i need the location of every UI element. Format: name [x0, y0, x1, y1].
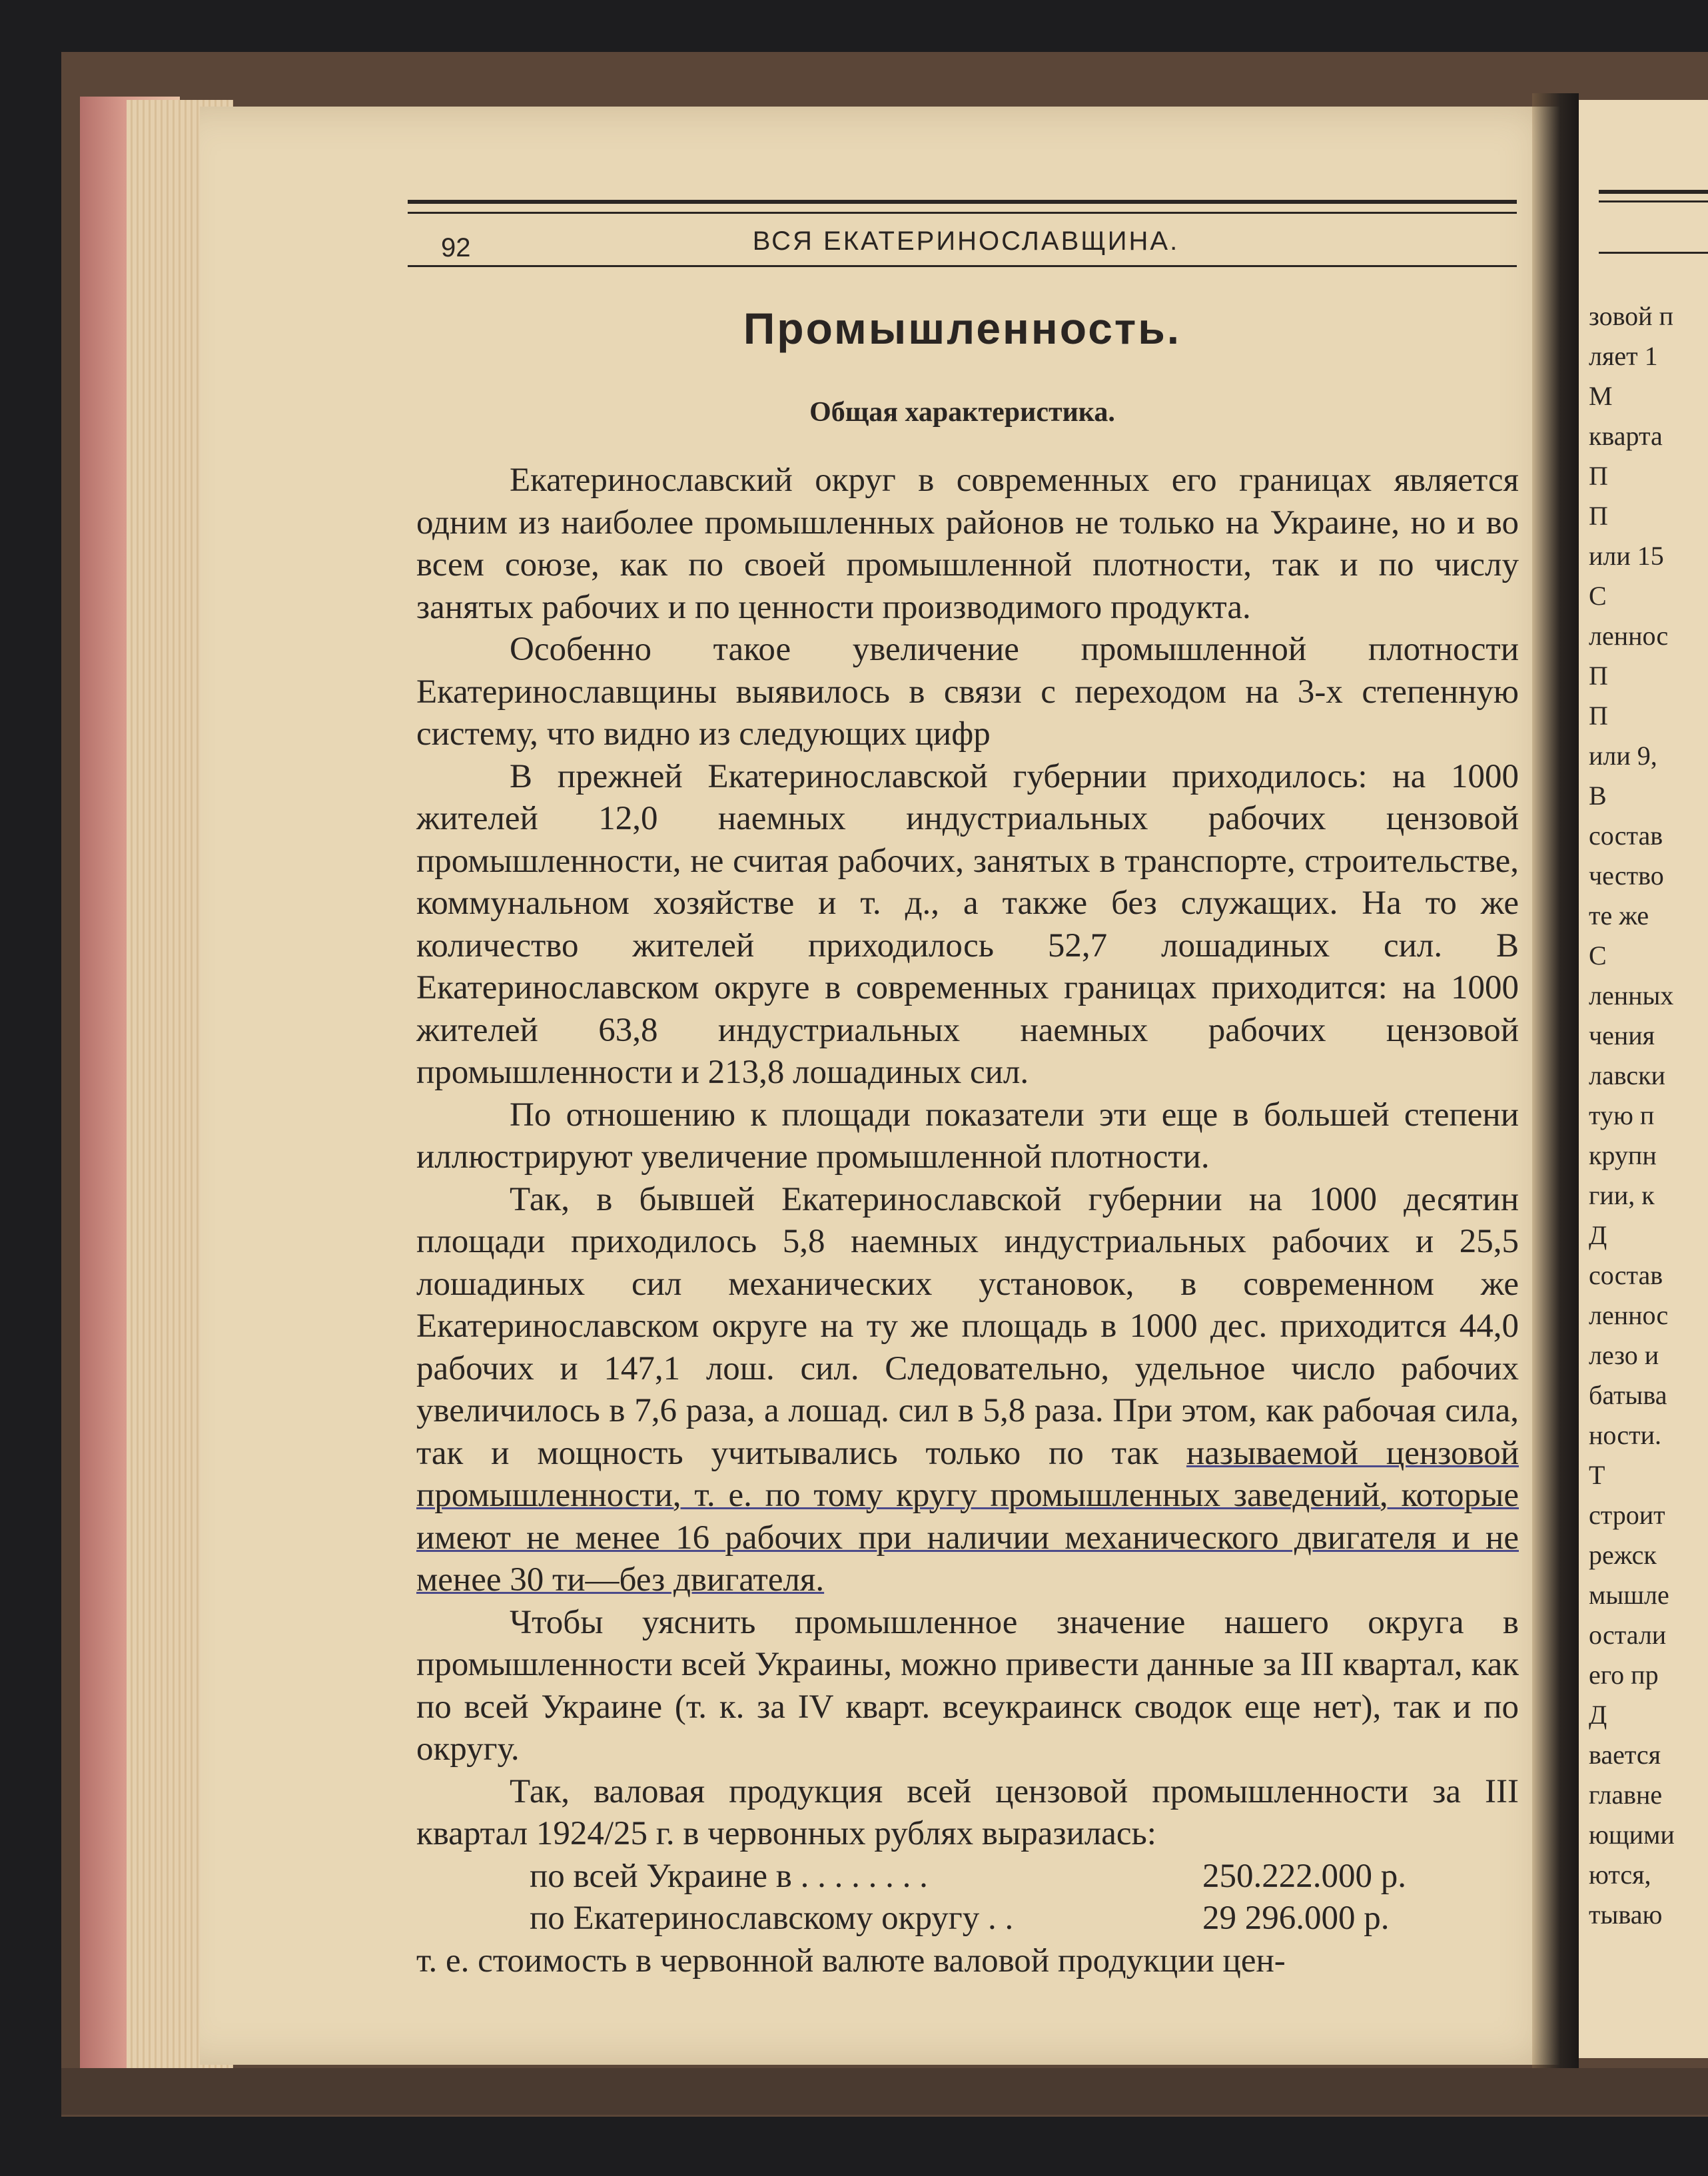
right-line: крупн	[1589, 1140, 1657, 1170]
right-line: тываю	[1589, 1900, 1663, 1930]
book-gutter	[1532, 93, 1579, 2078]
right-line: Т	[1589, 1460, 1605, 1490]
paragraph: Екатеринославский округ в современных его границах является одним из наиболее промышленных районов не только на Украине, но и во всем союзе, как по своей промышленной плотности, так и по числу занятых рабочих и по ценности производимого продукта.	[416, 462, 1519, 626]
figure-row	[416, 1898, 1519, 1940]
right-line: режск	[1589, 1540, 1657, 1570]
paragraph-with-underline	[416, 1179, 1519, 1602]
right-line: его пр	[1589, 1660, 1659, 1690]
right-line: тую п	[1589, 1100, 1655, 1130]
right-line: чество	[1589, 861, 1664, 891]
figures-list	[416, 1856, 1519, 1940]
body-text	[416, 460, 1519, 1982]
paragraph: В прежней Екатеринославской губернии приходилось: на 1000 жителей 12,0 наемных индустриальных рабочих цензовой промышленности, не считая рабочих, занятых в транспорте, строительстве, коммунальном хозяйстве и т. д., а также без служащих. На то же количество жителей приходилось 52,7 лошадиных сил. В Екатеринославском округе в современных границах приходится: на 1000 жителей 63,8 индустриальных наемных рабочих цензовой промышленности и 213,8 лошадиных сил.	[416, 757, 1519, 1091]
figure-value: 250.222.000 р.	[1202, 1857, 1406, 1895]
right-line: М	[1589, 381, 1613, 411]
right-line: Д	[1589, 1220, 1607, 1250]
header-rule-top	[408, 200, 1517, 214]
header-rule-bottom	[408, 265, 1517, 267]
right-line: П	[1589, 501, 1608, 531]
right-header-rule-top	[1599, 190, 1708, 202]
book-bottom-edge	[61, 2068, 1708, 2115]
tail-line: т. е. стоимость в червонной валюте валовой продукции цен-	[416, 1942, 1286, 1980]
paragraph: По отношению к площади показатели эти еще в большей степени иллюстрируют увеличение промышленной плотности.	[416, 1096, 1519, 1176]
right-line: гии, к	[1589, 1180, 1655, 1210]
right-line: П	[1589, 461, 1608, 491]
right-line: остали	[1589, 1620, 1667, 1650]
paragraph: Так, валовая продукция всей цензовой промышленности за III квартал 1924/25 г. в червонных рублях выразилась:	[416, 1772, 1519, 1852]
right-line: С	[1589, 940, 1607, 970]
underlined-passage: называемой цензовой промышленности, т. е. по тому кругу промышленных заведений, которые имеют не менее 16 рабочих при наличии механического двигателя и не менее 30 ти—без двигателя.	[416, 1434, 1519, 1599]
paragraph: Особенно такое увеличение промышленной плотности Екатеринославщины выявилось в связи с переходом на 3-х степенную систему, что видно из следующих цифр	[416, 631, 1519, 753]
right-line: зовой п	[1589, 301, 1673, 331]
right-line: кварта	[1589, 421, 1663, 451]
right-line: состав	[1589, 821, 1663, 851]
right-line: или 15	[1589, 541, 1664, 571]
right-line: леннос	[1589, 621, 1669, 651]
right-page-column	[1589, 296, 1708, 1935]
paragraph-text: Так, в бывшей Екатеринославской губернии на 1000 десятин площади приходилось 5,8 наемных индустриальных рабочих и 25,5 лошадиных сил механических установок, в современном же Екатеринославском округе на ту же площадь в 1000 дес. приходится 44,0 рабочих и 147,1 лош. сил. Следовательно, удельное число рабочих увеличилось в 7,6 раза, а лошад. сил в 5,8 раза. При этом, как рабочая сила, так и мощность учитывались только по так	[416, 1180, 1519, 1472]
right-line: лезо и	[1589, 1340, 1659, 1370]
right-line: главне	[1589, 1780, 1663, 1810]
right-line: ляет 1	[1589, 341, 1658, 371]
right-line: чения	[1589, 1020, 1655, 1050]
right-line: С	[1589, 581, 1607, 611]
running-head: ВСЯ ЕКАТЕРИНОСЛАВЩИНА.	[752, 226, 1180, 256]
page-number: 92	[441, 233, 471, 262]
right-line: ности.	[1589, 1420, 1662, 1450]
figure-row	[416, 1856, 1519, 1898]
right-header-rule-bottom	[1599, 252, 1708, 254]
right-line: лавски	[1589, 1060, 1665, 1090]
right-line: или 9,	[1589, 741, 1657, 771]
figure-label: по Екатеринославскому округу . .	[530, 1900, 1014, 1937]
right-line: ленных	[1589, 980, 1674, 1010]
right-line: состав	[1589, 1260, 1663, 1290]
right-line: леннос	[1589, 1300, 1669, 1330]
right-line: ющими	[1589, 1820, 1675, 1850]
right-line: В	[1589, 781, 1607, 811]
right-line: П	[1589, 701, 1608, 731]
figure-label: по всей Украине в . . . . . . . .	[530, 1857, 928, 1895]
figure-value: 29 296.000 р.	[1202, 1900, 1390, 1937]
section-title: Промышленность.	[743, 304, 1182, 353]
right-line: Д	[1589, 1700, 1607, 1730]
section-subtitle: Общая характеристика.	[809, 397, 1115, 428]
right-line: вается	[1589, 1740, 1661, 1770]
right-line: те же	[1589, 901, 1649, 930]
right-line: батыва	[1589, 1380, 1667, 1410]
paragraph: Чтобы уяснить промышленное значение нашего округа в промышленности всей Украины, можно привести данные за III квартал, как по всей Украине (т. к. за IV кварт. всеукраинск сводок еще нет), так и по округу.	[416, 1603, 1519, 1768]
right-line: П	[1589, 661, 1608, 691]
right-line: мышле	[1589, 1580, 1669, 1610]
right-line: строит	[1589, 1500, 1665, 1530]
right-line: ются,	[1589, 1860, 1651, 1890]
